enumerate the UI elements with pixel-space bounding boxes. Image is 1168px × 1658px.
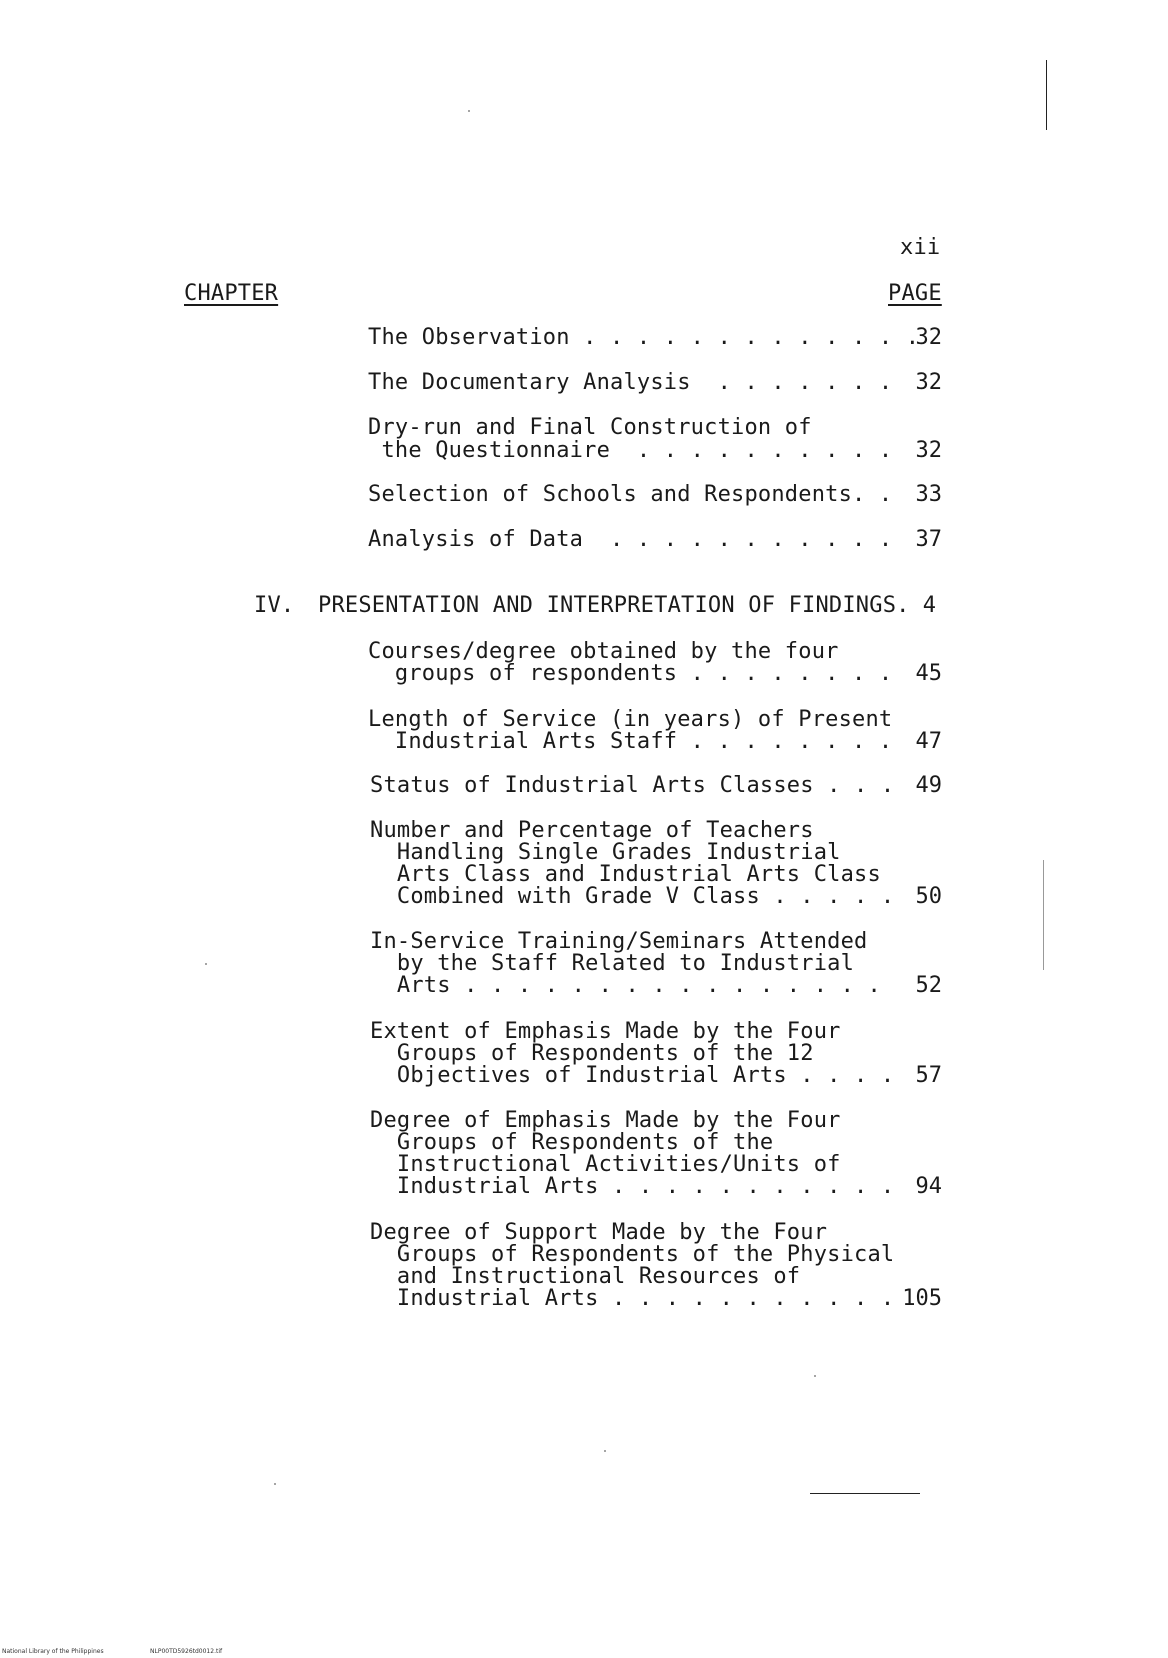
toc-entry-text: Degree of Emphasis Made by the Four [370,1108,841,1133]
page-number: xii [900,235,941,260]
toc-entry-text: Combined with Grade V Class . . . . . [370,884,895,909]
toc-entry-page: 32 [915,438,942,463]
toc-entry-text: Objectives of Industrial Arts . . . . [370,1063,895,1088]
toc-entry-text: Industrial Arts . . . . . . . . . . . [370,1286,895,1311]
toc-entry-page: 32 [915,370,942,395]
chapter-numeral: IV. [254,593,295,618]
toc-entry-text: Length of Service (in years) of Present [368,707,893,732]
scan-speck [814,1375,816,1377]
toc-entry-text: The Observation . . . . . . . . . . . . . [368,325,920,350]
toc-entry-text: Degree of Support Made by the Four [370,1220,828,1245]
toc-entry-text: Analysis of Data . . . . . . . . . . . [368,527,893,552]
toc-entry-text: Courses/degree obtained by the four [368,639,839,664]
scan-speck [468,110,470,112]
footer-file-id: NLP00TD5926td0012.tif [150,1648,223,1655]
toc-entry-page: 50 [915,884,942,909]
toc-entry-text: The Documentary Analysis . . . . . . . [368,370,893,395]
scan-speck [205,963,207,965]
toc-entry-text: Groups of Respondents of the [370,1130,774,1155]
toc-entry-text: Status of Industrial Arts Classes . . . [370,773,895,798]
chapter-page: 4 [922,593,936,618]
toc-entry-page: 57 [915,1063,942,1088]
toc-entry-page: 49 [915,773,942,798]
toc-entry-page: 94 [915,1174,942,1199]
toc-entry-text: In-Service Training/Seminars Attended [370,929,868,954]
toc-entry-page: 32 [915,325,942,350]
chapter-column-header: CHAPTER [184,281,279,306]
footer-library: National Library of the Philippines [2,1648,104,1655]
toc-entry-text: Selection of Schools and Respondents. . [368,482,893,507]
toc-entry-text: Groups of Respondents of the Physical [370,1242,895,1267]
scan-bottom-rule [810,1493,920,1494]
page-column-header: PAGE [888,281,942,306]
toc-entry-text: Handling Single Grades Industrial [370,840,841,865]
scan-speck [604,1450,606,1452]
toc-entry-page: 45 [915,661,942,686]
toc-entry-text: groups of respondents . . . . . . . . [368,661,893,686]
chapter-title: PRESENTATION AND INTERPRETATION OF FINDINGS. [318,593,910,618]
toc-entry-text: Instructional Activities/Units of [370,1152,841,1177]
scan-edge-line [1046,60,1047,130]
toc-entry-text: Industrial Arts Staff . . . . . . . . [368,729,893,754]
toc-entry-page: 37 [915,527,942,552]
scan-edge-line [1043,860,1044,970]
toc-entry-text: and Instructional Resources of [370,1264,801,1289]
toc-entry-text: Extent of Emphasis Made by the Four [370,1019,841,1044]
toc-entry-text: Arts . . . . . . . . . . . . . . . . [370,973,881,998]
toc-entry-text: Groups of Respondents of the 12 [370,1041,814,1066]
toc-entry-text: Arts Class and Industrial Arts Class [370,862,881,887]
toc-entry-page: 52 [915,973,942,998]
toc-entry-text: by the Staff Related to Industrial [370,951,855,976]
toc-entry-page: 33 [915,482,942,507]
toc-entry-text: Number and Percentage of Teachers [370,818,814,843]
toc-entry-page: 47 [915,729,942,754]
scan-speck [274,1483,276,1485]
toc-entry-text: Dry-run and Final Construction of [368,415,812,440]
toc-entry-page: 105 [902,1286,942,1311]
toc-entry-text: Industrial Arts . . . . . . . . . . . [370,1174,895,1199]
toc-entry-text: the Questionnaire . . . . . . . . . . [368,438,893,463]
